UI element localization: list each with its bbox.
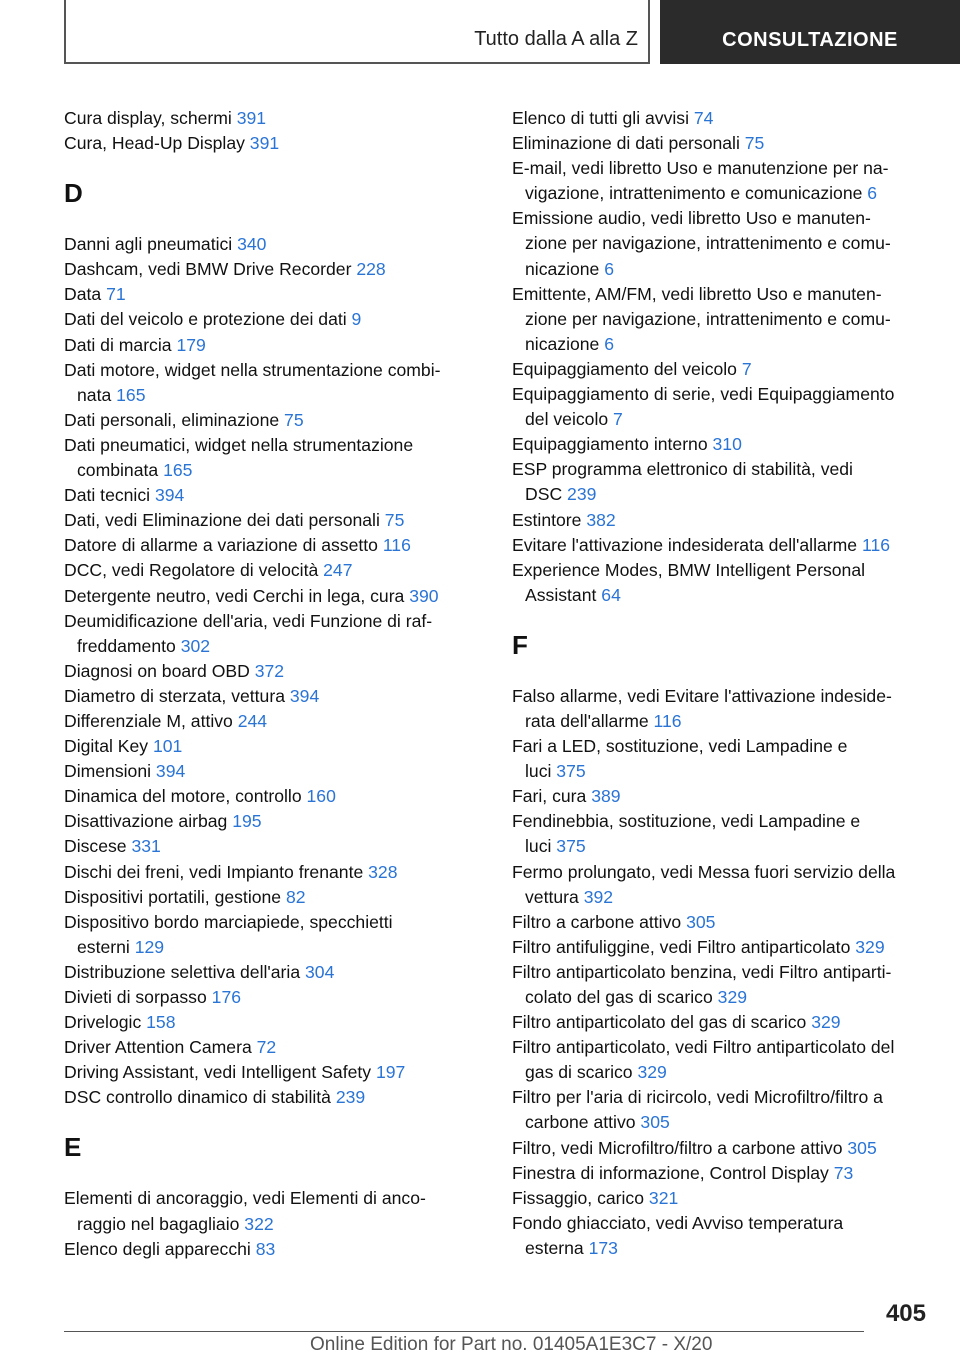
index-entry (64, 232, 478, 257)
index-entry (64, 885, 478, 910)
index-entry-text: rata dell'allarme (525, 710, 654, 731)
page-reference-link[interactable]: 321 (648, 1187, 679, 1208)
page-reference-link[interactable]: 116 (382, 535, 411, 556)
page-reference-link[interactable]: 392 (583, 886, 614, 907)
page-reference-link[interactable]: 7 (741, 358, 752, 379)
page-reference-link[interactable]: 329 (855, 936, 885, 957)
index-entry (512, 1136, 932, 1161)
index-entry-text: Elenco degli apparecchi (64, 1238, 256, 1259)
index-entry-text: Detergente neutro, vedi Cerchi in lega, cura (64, 585, 410, 606)
page-reference-link[interactable]: 6 (604, 333, 615, 354)
index-entry-text: Danni agli pneumatici (64, 234, 238, 255)
index-entry (64, 584, 478, 609)
index-entry-text: Dati pneumatici, widget nella strumentazione (64, 434, 414, 455)
index-entry-text: Dati motore, widget nella strumentazione combi- (64, 359, 441, 380)
page-reference-link[interactable]: 390 (409, 585, 439, 606)
index-entry (512, 1085, 932, 1135)
index-entry (64, 1010, 478, 1035)
index-entry (64, 483, 478, 508)
index-entry (64, 1060, 478, 1085)
index-entry-text: colato del gas di scarico (525, 987, 718, 1007)
index-entry (64, 131, 478, 156)
index-entry (512, 809, 932, 859)
index-entry-text: Dati tecnici (64, 485, 155, 506)
page-reference-link[interactable]: 7 (613, 409, 623, 430)
header-chapter-tab: CONSULTAZIONE (660, 0, 960, 64)
index-entry-text: zione per navigazione, intrattenimento e comu- (525, 308, 891, 329)
index-entry-text: Dati del veicolo e protezione dei dati (64, 309, 352, 330)
index-entry (64, 860, 478, 885)
page-reference-link[interactable]: 328 (368, 861, 398, 882)
page-reference-link[interactable]: 83 (255, 1238, 276, 1259)
index-entry (64, 985, 478, 1010)
index-entry-text: Fari a LED, sostituzione, vedi Lampadine e (512, 736, 848, 757)
index-entry (512, 935, 932, 960)
index-entry (512, 357, 932, 382)
page-reference-link[interactable]: 375 (556, 761, 586, 782)
page-reference-link[interactable]: 75 (744, 133, 765, 154)
page-reference-link[interactable]: 228 (356, 259, 386, 280)
index-entry-text: Drivelogic (64, 1012, 147, 1033)
index-entry-text: DSC (525, 484, 568, 505)
page-reference-link[interactable]: 73 (833, 1162, 854, 1183)
footer-divider (64, 1331, 864, 1332)
index-entry (64, 609, 478, 659)
index-entry-text: Fendinebbia, sostituzione, vedi Lampadine e (512, 811, 861, 832)
page-reference-link[interactable]: 244 (237, 710, 268, 731)
index-entry-text: Fondo ghiacciato, vedi Avviso temperatura (512, 1212, 844, 1233)
page-reference-link[interactable]: 239 (335, 1087, 366, 1108)
page-reference-link[interactable]: 372 (254, 660, 285, 681)
index-entry-text: luci (525, 836, 557, 857)
index-entry-text: Deumidificazione dell'aria, vedi Funzione di raf- (64, 610, 433, 631)
page-reference-link[interactable]: 247 (323, 560, 353, 581)
index-entry (512, 432, 932, 457)
index-entry-text: ESP programma elettronico di stabilità, vedi (512, 459, 853, 480)
index-entry-text: Emissione audio, vedi libretto Uso e manuten- (512, 208, 871, 229)
index-entry (512, 558, 932, 608)
page-reference-link[interactable]: 305 (847, 1137, 877, 1158)
index-entry-text: Diametro di sterzata, vettura (64, 685, 290, 706)
index-entry (64, 1035, 478, 1060)
index-entry-text: Finestra di informazione, Control Display (512, 1162, 834, 1183)
index-entry-text: vettura (525, 886, 584, 907)
index-entry (64, 333, 478, 358)
page-reference-link[interactable]: 322 (244, 1213, 274, 1234)
index-entry-text: raggio nel bagagliaio (77, 1213, 245, 1234)
index-entry (64, 1186, 478, 1236)
index-entry-text: E-mail, vedi libretto Uso e manutenzione per na- (512, 158, 889, 179)
index-entry (64, 709, 478, 734)
page-reference-link[interactable]: 176 (211, 987, 242, 1007)
index-letter-heading: F (512, 629, 528, 660)
page-reference-link[interactable]: 329 (637, 1062, 667, 1083)
header-section-title: Tutto dalla A alla Z (474, 28, 638, 50)
index-entry-text: Dashcam, vedi BMW Drive Recorder (64, 259, 357, 280)
index-entry (512, 457, 932, 507)
index-entry (64, 659, 478, 684)
index-entry (512, 382, 932, 432)
index-entry-text: Dati di marcia (64, 334, 177, 355)
index-entry (64, 257, 478, 282)
index-entry-text: Dispositivi portatili, gestione (64, 886, 286, 907)
page-reference-link[interactable]: 129 (134, 936, 165, 957)
index-entry-text: Filtro antiparticolato benzina, vedi Filtro antiparti- (512, 961, 892, 982)
index-entry-text: esterna (525, 1237, 589, 1258)
index-entry-text: Equipaggiamento di serie, vedi Equipaggiamento (512, 384, 895, 405)
index-entry-text: nata (77, 384, 117, 405)
index-entry (512, 206, 932, 281)
page-reference-link[interactable]: 197 (375, 1062, 406, 1083)
index-entry-text: gas di scarico (525, 1062, 638, 1083)
index-entry-text: Fissaggio, carico (512, 1187, 649, 1208)
page-reference-link[interactable]: 101 (152, 736, 183, 757)
index-entry (512, 1010, 932, 1035)
index-entry-text: Discese (64, 836, 132, 857)
index-entry (64, 533, 478, 558)
index-entry-text: Filtro antiparticolato, vedi Filtro antiparticolato del (512, 1037, 895, 1058)
index-entry-text: Filtro a carbone attivo (512, 911, 687, 932)
index-entry (64, 960, 478, 985)
index-entry-text: del veicolo (525, 409, 614, 430)
index-entry-text: Elementi di ancoraggio, vedi Elementi di anco- (64, 1188, 426, 1209)
index-entry (512, 533, 932, 558)
index-entry (64, 1085, 478, 1110)
page-reference-link[interactable]: 329 (717, 987, 748, 1007)
index-entry-text: Evitare l'attivazione indesiderata dell'allarme (512, 534, 862, 555)
page-reference-link[interactable]: 394 (289, 685, 320, 706)
index-entry-text: Divieti di sorpasso (64, 987, 212, 1007)
page-reference-link[interactable]: 179 (176, 334, 206, 355)
index-entry-text: zione per navigazione, intrattenimento e comu- (525, 233, 891, 254)
index-column-left (64, 106, 478, 1262)
index-entry-text: Dati personali, eliminazione (64, 409, 285, 430)
footer-edition: Online Edition for Part no. 01405A1E3C7 - X/20 (310, 1334, 713, 1355)
page-reference-link[interactable]: 71 (106, 284, 126, 305)
index-entry (64, 1237, 478, 1262)
index-entry (512, 131, 932, 156)
index-entry-text: Estintore (512, 509, 587, 530)
page-reference-link[interactable]: 82 (285, 886, 306, 907)
page-reference-link[interactable]: 6 (604, 258, 615, 279)
index-entry-text: nicazione (525, 333, 605, 354)
index-entry (64, 508, 478, 533)
index-entry-text: carbone attivo (525, 1112, 641, 1133)
index-entry (64, 558, 478, 583)
index-entry-text: Differenziale M, attivo (64, 710, 238, 731)
index-entry-text: Fermo prolungato, vedi Messa fuori servizio della (512, 861, 896, 882)
index-entry-text: nicazione (525, 258, 605, 279)
index-entry-text: combinata (77, 460, 164, 481)
page-reference-link[interactable]: 9 (351, 309, 362, 330)
page-reference-link[interactable]: 116 (653, 710, 682, 731)
index-entry (64, 433, 478, 483)
page-reference-link[interactable]: 305 (640, 1112, 670, 1133)
index-entry (512, 1211, 932, 1261)
index-entry (512, 960, 932, 1010)
index-entry-text: Dinamica del motore, controllo (64, 786, 307, 807)
page-reference-link[interactable]: 195 (232, 811, 262, 832)
index-entry-text: Filtro, vedi Microfiltro/filtro a carbone attivo (512, 1137, 848, 1158)
page-reference-link[interactable]: 389 (591, 786, 621, 807)
index-entry-text: Filtro antifuliggine, vedi Filtro antiparticolato (512, 936, 856, 957)
index-entry (64, 734, 478, 759)
page-reference-link[interactable]: 173 (588, 1237, 618, 1258)
index-entry-text: DCC, vedi Regolatore di velocità (64, 560, 324, 581)
index-entry-text: Dimensioni (64, 761, 156, 782)
index-entry (64, 910, 478, 960)
index-entry (64, 282, 478, 307)
index-letter-heading: E (64, 1132, 82, 1163)
index-entry-text: Filtro per l'aria di ricircolo, vedi Microfiltro/filtro a (512, 1087, 883, 1108)
index-entry (512, 282, 932, 357)
index-entry (64, 834, 478, 859)
index-entry-text: Dati, vedi Eliminazione dei dati personali (64, 510, 385, 531)
page-number: 405 (885, 1300, 926, 1327)
index-entry-text: Diagnosi on board OBD (64, 660, 255, 681)
page-reference-link[interactable]: 305 (686, 911, 716, 932)
page-reference-link[interactable]: 75 (284, 409, 304, 430)
page-reference-link[interactable]: 6 (867, 183, 878, 204)
index-entry-text: freddamento (77, 635, 181, 656)
index-entry (64, 684, 478, 709)
index-entry (512, 734, 932, 784)
page-reference-link[interactable]: 74 (693, 108, 714, 128)
page-reference-link[interactable]: 165 (163, 460, 193, 481)
index-entry-text: Eliminazione di dati personali (512, 133, 745, 154)
page-reference-link[interactable]: 116 (861, 534, 891, 555)
index-entry (64, 759, 478, 784)
index-entry (512, 910, 932, 935)
index-entry-text: Assistant (525, 584, 602, 605)
index-entry (512, 1035, 932, 1085)
index-entry-text: Data (64, 284, 107, 305)
index-entry (512, 508, 932, 533)
page-reference-link[interactable]: 329 (811, 1012, 841, 1033)
index-entry (512, 106, 932, 131)
index-entry-text: Driving Assistant, vedi Intelligent Safety (64, 1062, 376, 1083)
index-entry-text: luci (525, 761, 557, 782)
page-reference-link[interactable]: 302 (180, 635, 211, 656)
index-entry-text: Cura, Head-Up Display (64, 133, 250, 154)
page-reference-link[interactable]: 340 (237, 234, 267, 255)
page-reference-link[interactable]: 165 (116, 384, 146, 405)
index-entry (512, 860, 932, 910)
page-reference-link[interactable]: 394 (155, 761, 186, 782)
index-entry-text: Driver Attention Camera (64, 1037, 257, 1058)
index-entry-text: Datore di allarme a variazione di assetto (64, 535, 383, 556)
index-entry-text: Dispositivo bordo marciapiede, specchietti (64, 911, 393, 932)
page-reference-link[interactable]: 75 (384, 510, 405, 531)
page-reference-link[interactable]: 304 (305, 961, 335, 982)
page-reference-link[interactable]: 160 (306, 786, 336, 807)
index-entry-text: Equipaggiamento interno (512, 434, 713, 455)
index-entry-text: vigazione, intrattenimento e comunicazione (525, 183, 868, 204)
page-reference-link[interactable]: 331 (131, 836, 161, 857)
page-reference-link[interactable]: 310 (712, 434, 742, 455)
index-entry (512, 684, 932, 734)
page-reference-link[interactable]: 375 (556, 836, 586, 857)
index-entry (64, 408, 478, 433)
index-entry (64, 809, 478, 834)
index-entry-text: Emittente, AM/FM, vedi libretto Uso e manuten- (512, 283, 882, 304)
index-entry-text: Dischi dei freni, vedi Impianto frenante (64, 861, 369, 882)
page-reference-link[interactable]: 391 (236, 108, 267, 128)
index-entry-text: Filtro antiparticolato del gas di scarico (512, 1012, 812, 1033)
index-entry-text: Falso allarme, vedi Evitare l'attivazione indeside- (512, 685, 892, 706)
index-entry-text: Distribuzione selettiva dell'aria (64, 961, 305, 982)
index-entry-text: Disattivazione airbag (64, 811, 233, 832)
page-reference-link[interactable]: 382 (586, 509, 616, 530)
index-entry (512, 1161, 932, 1186)
index-entry (512, 1186, 932, 1211)
index-entry (64, 307, 478, 332)
page-reference-link[interactable]: 391 (249, 133, 280, 154)
index-entry-text: Elenco di tutti gli avvisi (512, 108, 694, 128)
index-entry-text: esterni (77, 936, 135, 957)
index-entry (64, 106, 478, 131)
index-entry-text: Equipaggiamento del veicolo (512, 358, 742, 379)
index-column-right (512, 106, 932, 1261)
index-letter-heading: D (64, 178, 83, 209)
index-entry-text: Experience Modes, BMW Intelligent Personal (512, 559, 866, 580)
index-entry (512, 156, 932, 206)
page-reference-link[interactable]: 394 (154, 485, 185, 506)
page-reference-link[interactable]: 64 (601, 584, 621, 605)
index-entry (512, 784, 932, 809)
index-entry-text: Fari, cura (512, 786, 592, 807)
index-entry (64, 784, 478, 809)
index-entry (64, 358, 478, 408)
page-reference-link[interactable]: 72 (256, 1037, 277, 1058)
index-entry-text: Digital Key (64, 736, 153, 757)
index-entry-text: Cura display, schermi (64, 108, 237, 128)
page-reference-link[interactable]: 239 (567, 484, 597, 505)
page-reference-link[interactable]: 158 (146, 1012, 176, 1033)
index-entry-text: DSC controllo dinamico di stabilità (64, 1087, 336, 1108)
